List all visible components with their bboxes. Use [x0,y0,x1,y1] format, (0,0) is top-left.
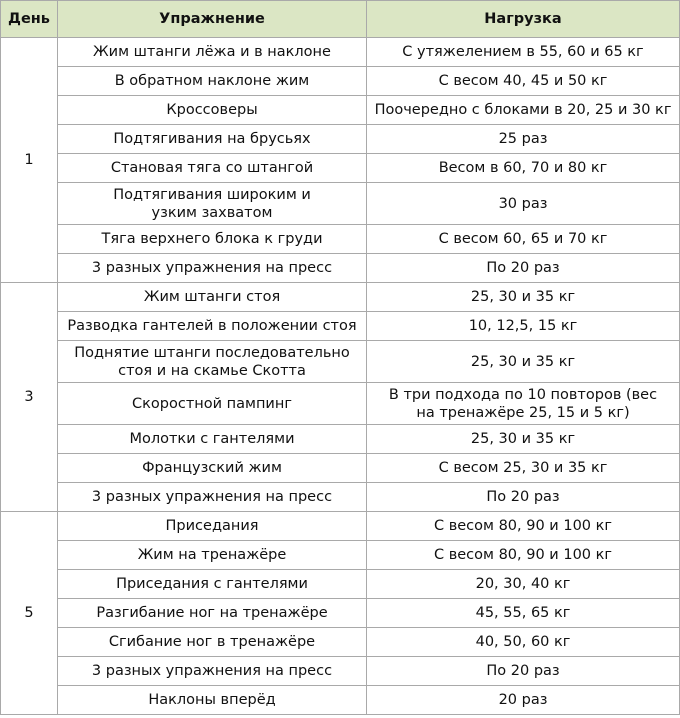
header-row [1,1,680,38]
load-cell: 40, 50, 60 кг [367,628,680,657]
exercise-cell: Жим штанги стоя [58,283,367,312]
table-row [1,154,680,183]
exercise-cell: Сгибание ног в тренажёре [58,628,367,657]
exercise-cell: Молотки с гантелями [58,425,367,454]
exercise-cell: 3 разных упражнения на пресс [58,483,367,512]
exercise-cell: Скоростной пампинг [58,383,367,425]
exercise-cell: Становая тяга со штангой [58,154,367,183]
load-cell: С весом 40, 45 и 50 кг [367,67,680,96]
day-cell: 1 [1,38,58,283]
table-row [1,96,680,125]
load-cell: По 20 раз [367,254,680,283]
table-row [1,38,680,67]
load-cell: С весом 25, 30 и 35 кг [367,454,680,483]
exercise-cell: Приседания [58,512,367,541]
load-cell: По 20 раз [367,657,680,686]
exercise-cell: Наклоны вперёд [58,686,367,715]
table-row [1,183,680,225]
load-cell: По 20 раз [367,483,680,512]
exercise-cell: Тяга верхнего блока к груди [58,225,367,254]
table-row [1,312,680,341]
load-cell: С весом 80, 90 и 100 кг [367,512,680,541]
table-row [1,541,680,570]
load-cell: 10, 12,5, 15 кг [367,312,680,341]
exercise-cell: Разгибание ног на тренажёре [58,599,367,628]
table-row [1,570,680,599]
load-cell: С утяжелением в 55, 60 и 65 кг [367,38,680,67]
header-day: День [1,1,58,38]
exercise-cell: Подтягивания широким и узким захватом [58,183,367,225]
day-cell: 3 [1,283,58,512]
exercise-cell: Французский жим [58,454,367,483]
day-cell: 5 [1,512,58,715]
table-row [1,341,680,383]
load-cell: 25 раз [367,125,680,154]
exercise-cell: Кроссоверы [58,96,367,125]
exercise-cell: Приседания с гантелями [58,570,367,599]
exercise-cell: Поднятие штанги последовательно стоя и на скамье Скотта [58,341,367,383]
exercise-cell: 3 разных упражнения на пресс [58,657,367,686]
load-cell: В три подхода по 10 повторов (вес на тренажёре 25, 15 и 5 кг) [367,383,680,425]
load-cell: С весом 80, 90 и 100 кг [367,541,680,570]
table-row [1,283,680,312]
exercise-cell: 3 разных упражнения на пресс [58,254,367,283]
table-row [1,383,680,425]
load-cell: Поочередно с блоками в 20, 25 и 30 кг [367,96,680,125]
exercise-cell: Жим штанги лёжа и в наклоне [58,38,367,67]
exercise-cell: Жим на тренажёре [58,541,367,570]
table-row [1,657,680,686]
table-row [1,686,680,715]
table-row [1,254,680,283]
table-row [1,454,680,483]
load-cell: С весом 60, 65 и 70 кг [367,225,680,254]
load-cell: 25, 30 и 35 кг [367,425,680,454]
load-cell: 20 раз [367,686,680,715]
load-cell: 45, 55, 65 кг [367,599,680,628]
table-row [1,425,680,454]
header-load: Нагрузка [367,1,680,38]
table-row [1,225,680,254]
header-exercise: Упражнение [58,1,367,38]
load-cell: 25, 30 и 35 кг [367,283,680,312]
load-cell: Весом в 60, 70 и 80 кг [367,154,680,183]
table-row [1,628,680,657]
exercise-cell: В обратном наклоне жим [58,67,367,96]
load-cell: 25, 30 и 35 кг [367,341,680,383]
load-cell: 20, 30, 40 кг [367,570,680,599]
exercise-cell: Разводка гантелей в положении стоя [58,312,367,341]
table-row [1,483,680,512]
table-row [1,67,680,96]
table-row [1,512,680,541]
load-cell: 30 раз [367,183,680,225]
table-row [1,125,680,154]
exercise-cell: Подтягивания на брусьях [58,125,367,154]
table-row [1,599,680,628]
